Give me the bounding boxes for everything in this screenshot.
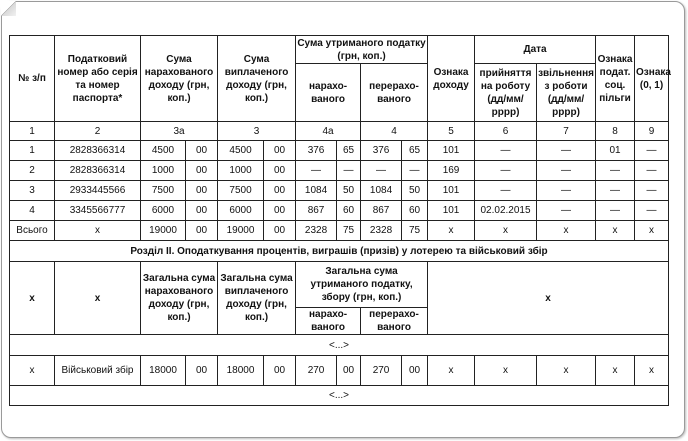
header-withheld-accrued: нарахо-ваного (296, 64, 361, 122)
col-number: 1 (10, 122, 55, 141)
cell-x: х (635, 356, 669, 386)
cell-paid-kop: 00 (264, 181, 296, 201)
cell-date-fire: — (537, 181, 596, 201)
table-row (10, 201, 669, 221)
section-2-paid-header: Загальна сума виплаченого доходу (грн, коп.) (218, 262, 296, 335)
cell-benefit-sign: — (596, 161, 635, 181)
section-2-withheld-header: Загальна сума утриманого податку, збору (грн, коп.) (296, 262, 428, 308)
header-date-hire: прийняття на роботу (дд/мм/рррр) (475, 64, 537, 122)
col-number: 7 (537, 122, 596, 141)
cell-no: 1 (10, 141, 55, 161)
cell-accrued-uah: 6000 (141, 201, 186, 221)
col-number: 6 (475, 122, 537, 141)
cell-x: х (475, 356, 537, 386)
cell-transferred-kop: — (402, 161, 428, 181)
header-accrued: Сума нарахованого доходу (грн, коп.) (141, 36, 218, 122)
cell-flag: — (635, 141, 669, 161)
cell-withheld-kop: 00 (337, 356, 361, 386)
ellipsis-row: <...> (10, 335, 669, 356)
col-number: 5 (428, 122, 475, 141)
cell-withheld-kop: — (337, 161, 361, 181)
cell-accrued-uah: 4500 (141, 141, 186, 161)
cell-flag: — (635, 201, 669, 221)
cell-withheld-kop: 60 (337, 201, 361, 221)
cell-benefit-sign: — (596, 181, 635, 201)
cell-transferred-kop: 75 (402, 221, 428, 241)
cell-date-fire: — (537, 201, 596, 221)
section-2-x-rest: х (428, 262, 669, 335)
cell-withheld-kop: 50 (337, 181, 361, 201)
cell-paid-kop: 00 (264, 161, 296, 181)
header-withheld: Сума утриманого податку (грн, коп.) (297, 37, 426, 62)
total-row (10, 221, 669, 241)
col-number: 3 (218, 122, 296, 141)
cell-no: 4 (10, 201, 55, 221)
header-date: Дата (475, 36, 596, 64)
cell-income-sign: 101 (428, 201, 475, 221)
section-2-title: Розділ ІІ. Оподаткування процентів, виграшів (призів) у лотерею та військовий збір (10, 241, 669, 262)
cell-paid-uah: 19000 (218, 221, 264, 241)
col-number: 9 (635, 122, 669, 141)
cell-income-sign: 101 (428, 181, 475, 201)
cell-transferred-kop: 60 (402, 201, 428, 221)
table-row (10, 141, 669, 161)
header-date-fire: звільнення з роботи (дд/мм/рррр) (537, 64, 596, 122)
cell-transferred-uah: — (361, 161, 402, 181)
cell-transferred-uah: 867 (361, 201, 402, 221)
cell-accrued-uah: 7500 (141, 181, 186, 201)
cell-tax-id: 2828366314 (55, 161, 141, 181)
cell-paid-kop: 00 (264, 201, 296, 221)
cell-paid-uah: 1000 (218, 161, 264, 181)
cell-transferred-uah: 2328 (361, 221, 402, 241)
col-number: 4а (296, 122, 361, 141)
cell-date-hire: — (475, 181, 537, 201)
cell-accrued-kop: 00 (186, 161, 218, 181)
section-2-x1: х (10, 262, 55, 335)
col-number: 4 (361, 122, 428, 141)
cell-accrued-uah: 18000 (141, 356, 186, 386)
cell-accrued-uah: 1000 (141, 161, 186, 181)
page-fold-corner (1, 1, 16, 16)
cell-accrued-kop: 00 (186, 201, 218, 221)
cell-withheld-uah: 1084 (296, 181, 337, 201)
table-row (10, 181, 669, 201)
military-levy-label: Військовий збір (55, 356, 141, 386)
cell-date-fire: х (537, 221, 596, 241)
header-flag-sign: Ознака (0, 1) (635, 36, 669, 122)
table-row (10, 161, 669, 181)
cell-accrued-kop: 00 (186, 221, 218, 241)
cell-date-hire: — (475, 141, 537, 161)
header-paid: Сума виплаченого доходу (грн, коп.) (218, 36, 296, 122)
cell-no: 2 (10, 161, 55, 181)
cell-transferred-kop: 50 (402, 181, 428, 201)
cell-paid-uah: 4500 (218, 141, 264, 161)
cell-tax-id: х (55, 221, 141, 241)
cell-paid-kop: 00 (264, 356, 296, 386)
cell-flag: х (635, 221, 669, 241)
cell-date-hire: — (475, 161, 537, 181)
cell-transferred-uah: 1084 (361, 181, 402, 201)
cell-income-sign: х (428, 221, 475, 241)
header-income-sign: Ознака доходу (428, 36, 475, 122)
col-number: 3а (141, 122, 218, 141)
cell-date-hire: х (475, 221, 537, 241)
cell-paid-uah: 6000 (218, 201, 264, 221)
cell-withheld-kop: 65 (337, 141, 361, 161)
cell-tax-id: 3345566777 (55, 201, 141, 221)
cell-x: х (428, 356, 475, 386)
section-2-accrued-header: Загальна сума нарахованого доходу (грн, коп.) (141, 262, 218, 335)
cell-withheld-uah: 270 (296, 356, 337, 386)
cell-transferred-uah: 376 (361, 141, 402, 161)
section-2-withheld-accrued: нарахо-ваного (296, 308, 361, 335)
tax-report-table (9, 35, 669, 406)
cell-benefit-sign: — (596, 201, 635, 221)
cell-accrued-uah: 19000 (141, 221, 186, 241)
cell-flag: — (635, 161, 669, 181)
cell-paid-uah: 7500 (218, 181, 264, 201)
cell-benefit-sign: 01 (596, 141, 635, 161)
header-withheld-transferred: перерахо-ваного (361, 64, 428, 122)
cell-accrued-kop: 00 (186, 356, 218, 386)
cell-accrued-kop: 00 (186, 181, 218, 201)
cell-paid-kop: 00 (264, 221, 296, 241)
cell-x: х (10, 356, 55, 386)
cell-transferred-kop: 00 (402, 356, 428, 386)
cell-withheld-uah: 376 (296, 141, 337, 161)
cell-tax-id: 2933445566 (55, 181, 141, 201)
cell-x: х (596, 356, 635, 386)
header-benefit-sign: Ознака подат. соц. пільги (596, 36, 635, 122)
cell-withheld-kop: 75 (337, 221, 361, 241)
col-number: 8 (596, 122, 635, 141)
cell-paid-kop: 00 (264, 141, 296, 161)
section-2-x2: х (55, 262, 141, 335)
cell-accrued-kop: 00 (186, 141, 218, 161)
header-no: № з/п (10, 36, 55, 122)
col-number: 2 (55, 122, 141, 141)
cell-tax-id: 2828366314 (55, 141, 141, 161)
header-tax-id: Податковий номер або серія та номер паспорта* (55, 36, 141, 122)
cell-x: х (537, 356, 596, 386)
cell-withheld-uah: 867 (296, 201, 337, 221)
cell-date-hire: 02.02.2015 (475, 201, 537, 221)
cell-withheld-uah: — (296, 161, 337, 181)
cell-paid-uah: 18000 (218, 356, 264, 386)
total-label: Всього (10, 221, 55, 241)
military-levy-row (10, 356, 669, 386)
cell-no: 3 (10, 181, 55, 201)
ellipsis-row: <...> (10, 386, 669, 406)
cell-withheld-uah: 2328 (296, 221, 337, 241)
section-2-withheld-transferred: перерахо-ваного (361, 308, 428, 335)
cell-benefit-sign: х (596, 221, 635, 241)
cell-transferred-kop: 65 (402, 141, 428, 161)
cell-income-sign: 169 (428, 161, 475, 181)
cell-flag: — (635, 181, 669, 201)
cell-transferred-uah: 270 (361, 356, 402, 386)
cell-date-fire: — (537, 161, 596, 181)
cell-income-sign: 101 (428, 141, 475, 161)
cell-date-fire: — (537, 141, 596, 161)
